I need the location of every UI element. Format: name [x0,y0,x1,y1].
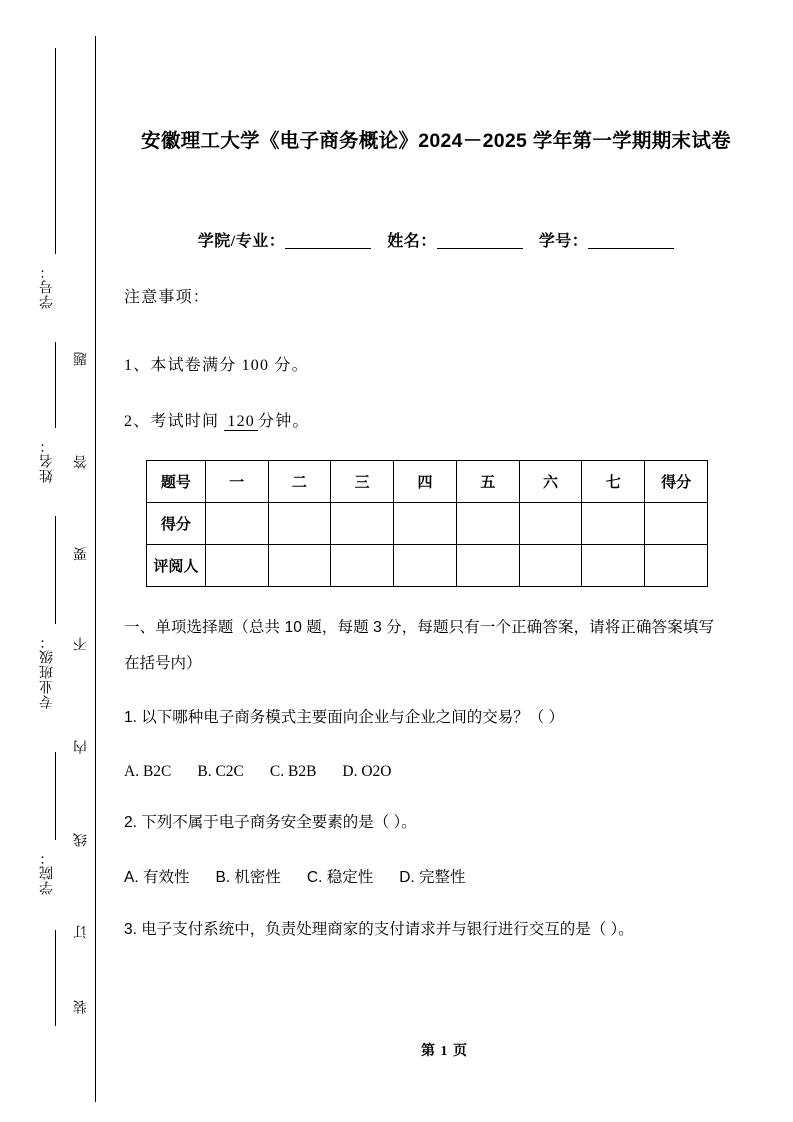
binding-char-7: 装 [74,1000,89,1014]
question-3-text: 3. 电子支付系统中，负责处理商家的支付请求并与银行进行交互的是（ ）。 [124,921,634,938]
question-1-option-c[interactable]: C. B2B [269,763,317,780]
score-cell[interactable] [205,503,268,545]
binding-char-2: 要 [74,547,89,561]
table-row [147,503,708,545]
grader-cell[interactable] [582,545,645,587]
binding-char-3: 不 [74,637,89,651]
question-2-options [124,862,718,894]
binding-label-student-id: 学号： [40,264,55,309]
question-2-option-d[interactable]: D. 完整性 [399,869,466,886]
score-cell[interactable] [268,503,331,545]
notes-heading: 注意事项： [124,289,211,306]
binding-margin [0,0,96,1122]
question-2-option-b[interactable]: B. 机密性 [215,869,281,886]
binding-label-name: 姓名： [40,438,55,483]
note-2-prefix: 2、考试时间 [124,413,220,430]
row-label-grader: 评阅人 [147,545,206,587]
question-2-option-a[interactable]: A. 有效性 [124,869,190,886]
th-5: 五 [456,461,519,503]
student-info-line [126,228,746,251]
exam-duration-value: 120 [224,413,258,431]
grader-cell[interactable] [268,545,331,587]
section-heading-multiple-choice: 一、单项选择题（总共 10 题，每题 3 分，每题只有一个正确答案，请将正确答案填写在括号内） [124,619,714,672]
college-major-label: 学院/专业： [197,233,286,250]
question-1-options [124,756,718,788]
grader-cell[interactable] [519,545,582,587]
binding-label-college: 学院： [40,850,55,895]
page-title: 安徽理工大学《电子商务概论》2024－2025 学年第一学期期末试卷 [141,130,731,152]
binding-char-5: 线 [74,833,89,847]
fill-in-rule-1 [55,48,56,254]
table-row [147,545,708,587]
college-major-blank[interactable] [285,248,371,249]
question-2-option-c[interactable]: C. 稳定性 [306,869,374,886]
grader-cell[interactable] [456,545,519,587]
exam-page-body [96,0,793,1122]
name-label: 姓名： [387,233,437,250]
fill-in-rule-2 [55,342,56,428]
question-1-option-a[interactable]: A. B2C [124,763,172,780]
table-header-row [147,461,708,503]
th-7: 七 [582,461,645,503]
th-question-no: 题号 [147,461,206,503]
binding-char-0: 题 [74,352,89,366]
th-4: 四 [394,461,457,503]
score-cell[interactable] [331,503,394,545]
th-total: 得分 [645,461,708,503]
binding-label-class: 专业班级： [40,634,55,709]
score-cell[interactable] [645,503,708,545]
score-table [146,460,708,587]
score-cell[interactable] [519,503,582,545]
th-1: 一 [205,461,268,503]
th-3: 三 [331,461,394,503]
th-2: 二 [268,461,331,503]
fill-in-rule-5 [55,930,56,1026]
grader-cell[interactable] [394,545,457,587]
note-2-suffix: 分钟。 [258,413,310,430]
student-id-label: 学号： [538,233,589,250]
grader-cell[interactable] [205,545,268,587]
question-1-option-b[interactable]: B. C2C [197,763,244,780]
row-label-score: 得分 [147,503,206,545]
question-1-text: 1. 以下哪种电子商务模式主要面向企业与企业之间的交易？（ ） [124,709,565,726]
score-cell[interactable] [394,503,457,545]
fill-in-rule-3 [55,516,56,624]
binding-char-4: 内 [74,740,89,754]
grader-cell[interactable] [645,545,708,587]
binding-char-6: 订 [74,925,89,939]
binding-inner-column [72,0,94,1122]
question-1-option-d[interactable]: D. O2O [342,763,392,780]
name-blank[interactable] [437,248,523,249]
score-cell[interactable] [456,503,519,545]
question-2-text: 2. 下列不属于电子商务安全要素的是（ ）。 [124,814,417,831]
fill-in-rule-4 [55,752,56,840]
score-cell[interactable] [582,503,645,545]
note-item-1: 1、本试卷满分 100 分。 [124,357,309,374]
note-item-2 [124,408,310,431]
binding-char-1: 答 [74,455,89,469]
grader-cell[interactable] [331,545,394,587]
th-6: 六 [519,461,582,503]
binding-outer-column [38,0,72,1122]
student-id-blank[interactable] [588,248,674,249]
page-footer: 第 1 页 [421,1044,468,1059]
